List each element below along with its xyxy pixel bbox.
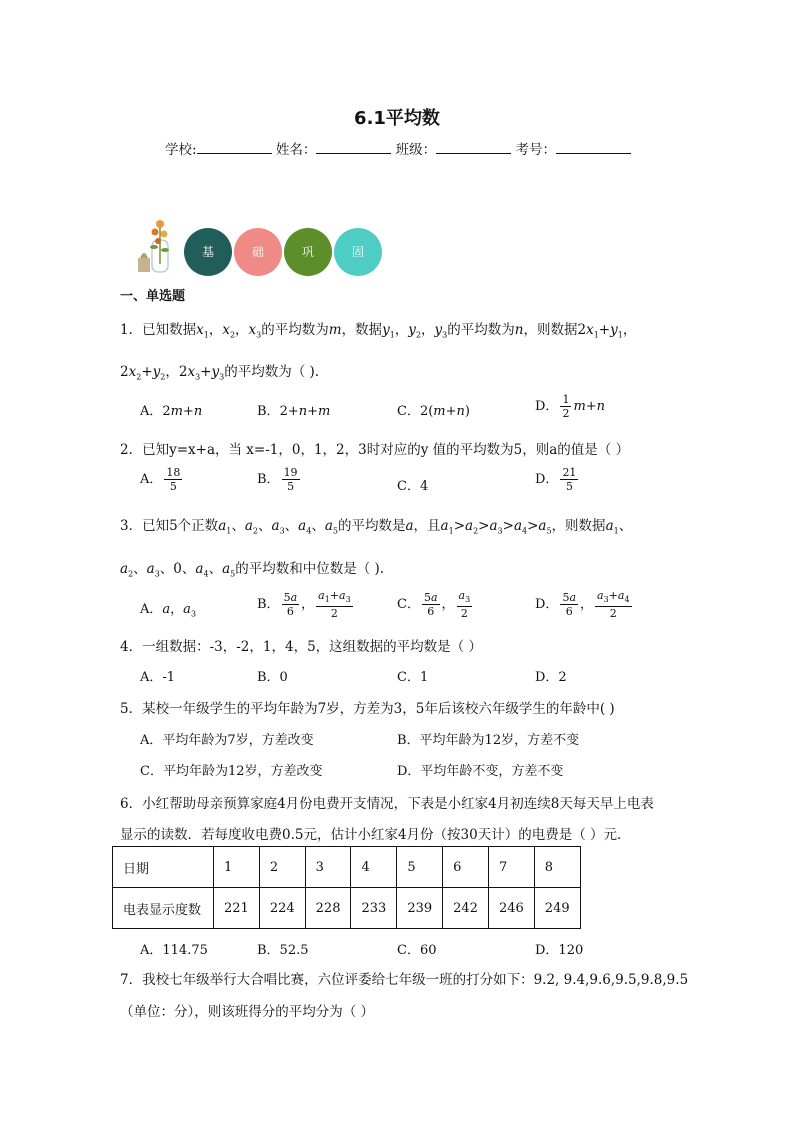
- table-header-reading: 电表显示度数: [113, 888, 214, 929]
- q4-stem: 4．一组数据：-3，-2，1，4，5，这组数据的平均数是（ ）: [120, 639, 482, 655]
- number-label: 考号：: [515, 142, 556, 158]
- table-cell: 5: [397, 847, 443, 888]
- q6-line1: 6．小红帮助母亲预算家庭4月份电费开支情况，下表是小红家4月初连续8天每天早上电表: [120, 796, 654, 812]
- section-heading: 一、单选题: [120, 289, 186, 304]
- q5-option-a[interactable]: A．平均年龄为7岁，方差改变: [140, 733, 314, 748]
- q3-option-b[interactable]: B． $\frac{5a}{6}$ ， $\frac{a_1+a_3}{2}$: [257, 589, 351, 621]
- banner-circle-3: 巩: [284, 228, 332, 276]
- q2-option-d[interactable]: D． $\frac{21}{5}$: [535, 466, 577, 493]
- school-label: 学校:: [165, 142, 197, 158]
- number-blank[interactable]: [556, 140, 631, 154]
- q1-line2: $2x_2+y_2$，$2x_3+y_3$的平均数为（ ).: [120, 364, 320, 382]
- plant-vase-icon: [132, 214, 178, 280]
- table-row: [113, 847, 581, 888]
- q4-option-a[interactable]: A．-1: [140, 670, 176, 685]
- table-cell: 6: [443, 847, 489, 888]
- banner-circle-4: 固: [334, 228, 382, 276]
- banner-circle-1: 基: [184, 228, 232, 276]
- q2-option-c[interactable]: C．4: [397, 479, 429, 494]
- q5-option-b[interactable]: B．平均年龄为12岁，方差不变: [397, 733, 580, 748]
- q6-option-d[interactable]: D．120: [535, 943, 584, 958]
- table-cell: 224: [259, 888, 305, 929]
- q2-option-a[interactable]: A． $\frac{18}{5}$: [140, 466, 181, 493]
- table-cell: 249: [534, 888, 580, 929]
- q4-option-b[interactable]: B．0: [257, 670, 288, 685]
- q6-option-a[interactable]: A．114.75: [140, 943, 208, 958]
- table-cell: 4: [351, 847, 397, 888]
- meter-reading-table: [112, 846, 581, 929]
- q5-option-c[interactable]: C．平均年龄为12岁，方差改变: [140, 764, 323, 779]
- q1-option-d[interactable]: D． $\frac{1}{2}$ m+n: [535, 393, 606, 420]
- q2-stem: 2．已知y=x+a，当 x=-1，0，1，2，3时对应的y 值的平均数为5，则a的值是（ ）: [120, 442, 630, 458]
- table-cell: 2: [259, 847, 305, 888]
- table-cell: 7: [488, 847, 534, 888]
- table-cell: 8: [534, 847, 580, 888]
- q6-line2: 显示的读数．若每度收电费0.5元，估计小红家4月份（按30天计）的电费是（ ）元．: [120, 827, 631, 843]
- table-cell: 228: [305, 888, 351, 929]
- q1-option-b[interactable]: B．2+n+m: [257, 404, 331, 419]
- q6-option-c[interactable]: C．60: [397, 943, 437, 958]
- q3-option-c[interactable]: C． $\frac{5a}{6}$ ， $\frac{a_3}{2}$: [397, 589, 471, 621]
- table-cell: 221: [214, 888, 260, 929]
- banner-circle-2: 础: [234, 228, 282, 276]
- q5-stem: 5．某校一年级学生的平均年龄为7岁，方差为3，5年后该校六年级学生的年龄中( ): [120, 701, 615, 717]
- q5-option-d[interactable]: D．平均年龄不变，方差不变: [397, 764, 564, 779]
- name-blank[interactable]: [316, 140, 391, 154]
- table-row: [113, 888, 581, 929]
- table-cell: 239: [397, 888, 443, 929]
- q2-option-b[interactable]: B． $\frac{19}{5}$: [257, 466, 298, 493]
- class-label: 班级：: [395, 142, 437, 158]
- q3-option-a[interactable]: A．a，$a_3$: [140, 602, 197, 619]
- q3-line1: 3．已知5个正数$a_1$、$a_2$、$a_3$、$a_4$、$a_5$的平均数是a，且$a_1>a_2>a_3>a_4>a_5$，则数据$a_1$、: [120, 518, 633, 536]
- q1-option-a[interactable]: A．2m+n: [140, 404, 203, 419]
- page-title: 6.1平均数: [354, 108, 440, 129]
- table-cell: 3: [305, 847, 351, 888]
- q4-option-d[interactable]: D．2: [535, 670, 567, 685]
- q7-line2: （单位：分），则该班得分的平均分为（ ）: [120, 1004, 375, 1020]
- table-header-date: 日期: [113, 847, 214, 888]
- table-cell: 242: [443, 888, 489, 929]
- q1-line1: 1．已知数据$x_1$，$x_2$，$x_3$的平均数为m，数据$y_1$，$y_2$，$y_3$的平均数为n，则数据$2x_1+y_1$，: [120, 322, 637, 340]
- q7-line1: 7．我校七年级举行大合唱比赛，六位评委给七年级一班的打分如下：9.2, 9.4,9.6,9.5,9.8,9.5: [120, 972, 689, 988]
- q3-line2: $a_2$、$a_3$、0、$a_4$、$a_5$的平均数和中位数是（ ).: [120, 561, 385, 579]
- table-cell: 1: [214, 847, 260, 888]
- table-cell: 246: [488, 888, 534, 929]
- name-label: 姓名：: [275, 142, 317, 158]
- q3-option-d[interactable]: D． $\frac{5a}{6}$ ， $\frac{a_3+a_4}{2}$: [535, 589, 630, 621]
- school-blank[interactable]: [197, 140, 272, 154]
- q6-option-b[interactable]: B．52.5: [257, 943, 309, 958]
- table-cell: 233: [351, 888, 397, 929]
- q4-option-c[interactable]: C．1: [397, 670, 429, 685]
- q1-option-c[interactable]: C．2(m+n): [397, 404, 470, 419]
- class-blank[interactable]: [436, 140, 511, 154]
- student-info-line: [165, 138, 631, 158]
